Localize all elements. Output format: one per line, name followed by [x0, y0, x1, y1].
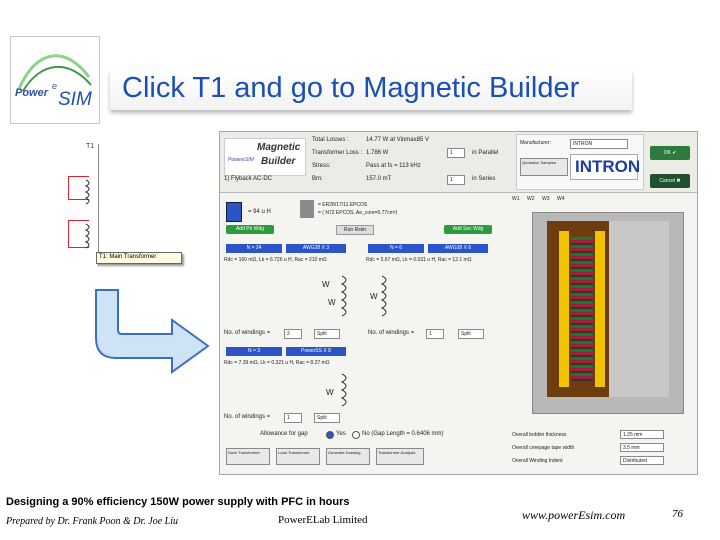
pri-w-label: W: [322, 280, 330, 289]
pri-params: Rdc = 160 mΩ, Lk = 6.726 u H, Rac = 210 mΩ: [224, 257, 327, 263]
schematic[interactable]: [62, 140, 182, 270]
ok-label: OK: [663, 150, 671, 156]
bobbin-diagram: [532, 212, 684, 414]
mini-powere-icon: PowereSIM: [228, 157, 254, 163]
sec-params: Rdc = 5.67 mΩ, Lk = 0.031 u H, Rac = 12.1 mΩ: [366, 257, 472, 263]
magnetic-builder-window[interactable]: [219, 131, 698, 475]
aux-params: Rdc = 7.39 mΩ, Lk = 0.321 u H, Rac = 8.27 mΩ: [224, 360, 330, 366]
pri-turns[interactable]: N = 24: [226, 244, 282, 253]
bobbin-thickness-label: Overall bobbin thickness: [512, 432, 567, 438]
tab-w2[interactable]: W2: [527, 196, 535, 202]
load-transformer-button[interactable]: Load Transformer: [276, 448, 320, 465]
pri-coil-icon: [340, 274, 354, 320]
core-line-2: = ( N72 EPCOS, Ae_core=0.77cm²): [318, 210, 398, 216]
window-area: [609, 221, 669, 397]
aux-wire[interactable]: PowerSS X 8: [286, 347, 346, 356]
schematic-ref-label: T1: [86, 143, 95, 150]
aux-coil-icon: [340, 372, 354, 410]
parallel-select[interactable]: 1: [447, 148, 465, 158]
stat-value: 1.786 W: [366, 150, 389, 156]
winding-stack: [571, 237, 593, 381]
quotation-samples-button[interactable]: Quotation Samples: [520, 158, 568, 176]
tab-w3[interactable]: W3: [542, 196, 550, 202]
winding-indent-label: Overall Winding Indent: [512, 458, 563, 464]
magnetic-builder-logo: [224, 138, 306, 176]
add-sec-wdg-button[interactable]: Add Sec Wdg: [444, 225, 492, 234]
check-icon: ✔: [672, 150, 677, 156]
stat-label: Transformer Loss :: [312, 150, 363, 156]
gap-no-label: No (Gap Length = 0.6406 mm): [362, 431, 444, 437]
sec-turns[interactable]: N = 6: [368, 244, 424, 253]
aux-windings-label: No. of windings =: [224, 414, 271, 420]
footer-url[interactable]: www.powerEsim.com: [522, 508, 626, 522]
stat-label: Total Losses :: [312, 137, 349, 143]
pri-split-select[interactable]: Split: [314, 329, 340, 339]
aux-split-select[interactable]: Split: [314, 413, 340, 423]
inductance-value: = 94 u H: [248, 209, 271, 215]
aux-windings-select[interactable]: 1: [284, 413, 302, 423]
pri-w-label: W: [328, 298, 336, 307]
topology-label: 1) Flyback AC-DC: [224, 176, 273, 182]
logo-sim-text: SIM: [58, 89, 92, 110]
gap-yes-label: Yes: [336, 431, 346, 437]
sec-wire[interactable]: AWG28 X 6: [428, 244, 488, 253]
close-icon: ✖: [676, 178, 681, 184]
logo-power-text: Power: [15, 87, 49, 99]
coil-icon: [84, 176, 96, 256]
generate-drawing-button[interactable]: Generate Drawing: [326, 448, 370, 465]
core-icon: [300, 200, 314, 218]
stat-label: Stress:: [312, 163, 331, 169]
pri-windings-label: No. of windings =: [224, 330, 271, 336]
powere-sim-logo: [10, 36, 100, 124]
stat-value: Pass at fs = 113 kHz: [366, 163, 421, 169]
run-rsim-button[interactable]: Run Rsim: [336, 225, 374, 235]
cancel-button[interactable]: [650, 174, 690, 188]
add-pri-wdg-button[interactable]: Add Pri Wdg: [226, 225, 274, 234]
core-line-1: = ER28/17/11 EPCOS: [318, 202, 368, 208]
tab-w1[interactable]: W1: [512, 196, 520, 202]
stat-label: Bm:: [312, 176, 323, 182]
ok-button[interactable]: [650, 146, 690, 160]
gap-no-radio[interactable]: [352, 431, 360, 439]
creepage-select[interactable]: 3.5 mm: [620, 443, 664, 452]
slide-title: Click T1 and go to Magnetic Builder: [122, 72, 580, 104]
bobbin-right: [595, 231, 605, 387]
save-transformer-button[interactable]: Save Transformer: [226, 448, 270, 465]
creepage-label: Overall creepage tape width: [512, 445, 575, 451]
aux-w-label: W: [326, 388, 334, 397]
intron-logo: INTRON: [570, 154, 638, 180]
header-builder-text: Builder: [261, 156, 296, 167]
pri-windings-select[interactable]: 2: [284, 329, 302, 339]
series-select[interactable]: 1: [447, 175, 465, 185]
stat-value: 157.0 mT: [366, 176, 392, 182]
inductor-icon: [226, 202, 242, 222]
bobbin-left: [559, 231, 569, 387]
cancel-label: Cancel: [659, 178, 675, 184]
footer-credit: Prepared by Dr. Frank Poon & Dr. Joe Liu: [6, 516, 179, 527]
sec-windings-label: No. of windings =: [368, 330, 415, 336]
winding-tabs: [510, 196, 574, 208]
t1-tooltip: T1: Main Transformer: [96, 252, 182, 264]
series-label: in Series: [472, 176, 496, 182]
transformer-analysis-button[interactable]: Transformer Analysis: [376, 448, 424, 465]
manufacturer-label: Manufacturer:: [520, 140, 551, 146]
parallel-label: in Parallel: [472, 150, 499, 156]
arrow-icon: [86, 288, 214, 380]
sec-w-label: W: [370, 292, 378, 301]
gap-yes-radio[interactable]: [326, 431, 334, 439]
pri-wire[interactable]: AWG28 X 3: [286, 244, 346, 253]
footer-company: PowerELab Limited: [278, 514, 368, 526]
header-magnetic-text: Magnetic: [257, 142, 301, 153]
sec-split-select[interactable]: Split: [458, 329, 484, 339]
logo-e-text: e: [52, 81, 58, 91]
footer-title: Designing a 90% efficiency 150W power supply with PFC in hours: [6, 496, 350, 508]
tab-w4[interactable]: W4: [557, 196, 565, 202]
winding-indent-select[interactable]: Distributed: [620, 456, 664, 465]
manufacturer-select[interactable]: INTRON: [570, 139, 628, 149]
page-number: 76: [672, 508, 683, 520]
aux-turns[interactable]: N = 3: [226, 347, 282, 356]
gap-label: Allowance for gap: [260, 431, 308, 437]
stat-value: 14.77 W at Vinmax85 V: [366, 137, 429, 143]
sec-coil-icon: [380, 274, 394, 320]
schematic-line: [98, 144, 99, 266]
bobbin-thickness-select[interactable]: 1.25 mm: [620, 430, 664, 439]
sec-windings-select[interactable]: 1: [426, 329, 444, 339]
